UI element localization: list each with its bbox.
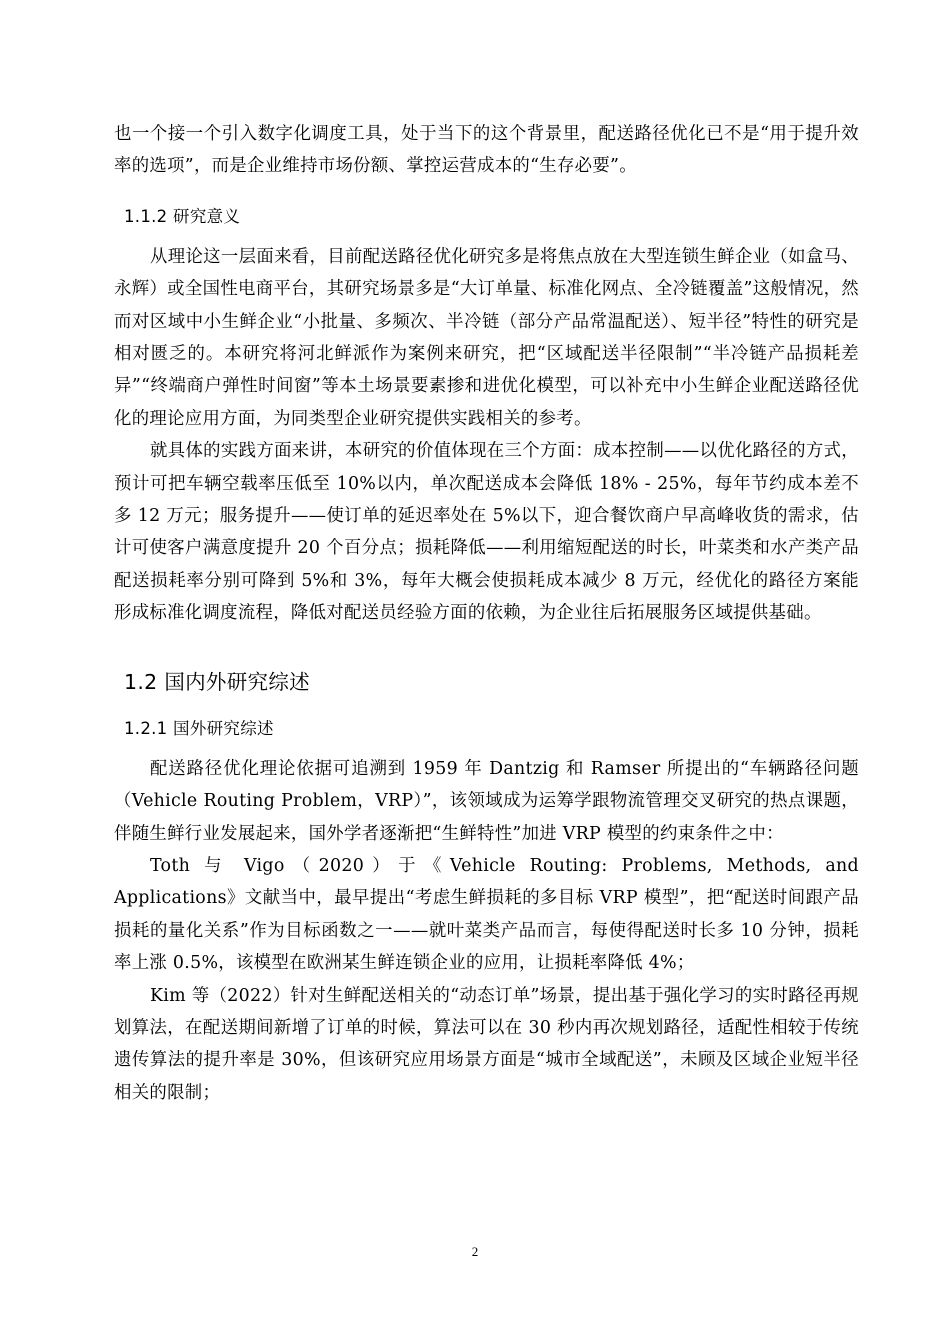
heading-1-2-1: 1.2.1 国外研究综述 — [124, 718, 274, 738]
heading-1-1-2: 1.1.2 研究意义 — [124, 206, 241, 226]
paragraph-kim: Kim 等（2022）针对生鲜配送相关的“动态订单”场景，提出基于强化学习的实时路径再规划算法，在配送期间新增了订单的时候，算法可以在 30 秒内再次规划路径，适配性相较于传统遗传算法的提升率是 30%，但该研究应用场景方面是“城市全域配送”，未顾及区域企业短半径相关的限制； — [114, 985, 859, 1103]
heading-1-2: 1.2 国内外研究综述 — [124, 669, 310, 694]
paragraph-vrp-origin: 配送路径优化理论依据可追溯到 1959 年 Dantzig 和 Ramser 所提出的“车辆路径问题（Vehicle Routing Problem，VRP）”，该领域成为运筹学跟物流管理交叉研究的热点课题，伴随生鲜行业发展起来，国外学者逐渐把“生鲜特性”加进 VRP 模型的约束条件之中： — [114, 758, 859, 844]
paragraph-intro-continuation: 也一个接一个引入数字化调度工具，处于当下的这个背景里，配送路径优化已不是“用于提升效率的选项”，而是企业维持市场份额、掌控运营成本的“生存必要”。 — [114, 124, 859, 177]
page-body — [114, 118, 859, 1109]
page-number: 2 — [471, 1244, 479, 1259]
paragraph-practice-significance: 就具体的实践方面来讲，本研究的价值体现在三个方面：成本控制——以优化路径的方式，预计可把车辆空载率压低至 10%以内，单次配送成本会降低 18% - 25%，每年节约成本差不多 12 万元；服务提升——使订单的延迟率处在 5%以下，迎合餐饮商户早高峰收货的需求，估计可使客户满意度提升 20 个百分点；损耗降低——利用缩短配送的时长，叶菜类和水产类产品配送损耗率分别可降到 5%和 3%，每年大概会使损耗成本减少 8 万元，经优化的路径方案能形成标准化调度流程，降低对配送员经验方面的依赖，为企业往后拓展服务区域提供基础。 — [114, 441, 859, 624]
paragraph-toth-vigo: Toth 与 Vigo（2020）于《Vehicle Routing: Problems, Methods, and Applications》文献当中，最早提出“考虑生鲜损耗的多目标 VRP 模型”，把“配送时间跟产品损耗的量化关系”作为目标函数之一——就叶菜类产品而言，每使得配送时长多 10 分钟，损耗率上涨 0.5%，该模型在欧洲某生鲜连锁企业的应用，让损耗率降低 4%； — [114, 855, 859, 974]
paragraph-theory-significance: 从理论这一层面来看，目前配送路径优化研究多是将焦点放在大型连锁生鲜企业（如盒马、永辉）或全国性电商平台，其研究场景多是“大订单量、标准化网点、全冷链覆盖”这般情况，然而对区域中小生鲜企业“小批量、多频次、半冷链（部分产品常温配送）、短半径”特性的研究是相对匮乏的。本研究将河北鲜派作为案例来研究，把“区域配送半径限制”“半冷链产品损耗差异”“终端商户弹性时间窗”等本土场景要素掺和进优化模型，可以补充中小生鲜企业配送路径优化的理论应用方面，为同类型企业研究提供实践相关的参考。 — [114, 246, 859, 429]
